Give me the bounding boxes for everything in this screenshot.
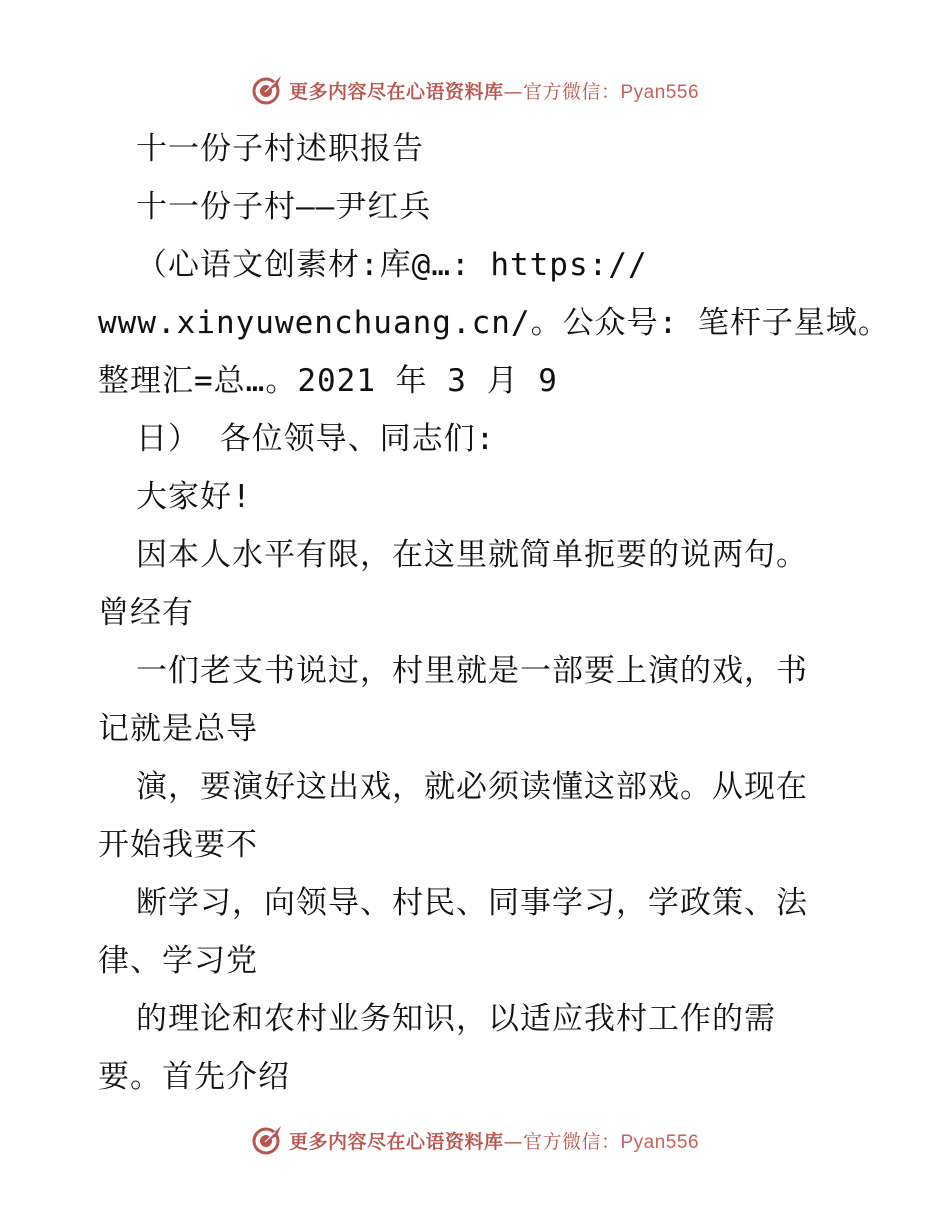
watermark-wechat-label: 官方微信： [522,80,621,103]
text-line: 记就是总导 [98,711,258,747]
text-line: 日） 各位领导、同志们: [136,421,496,457]
watermark-text [289,1127,699,1154]
quill-logo-icon [251,74,283,106]
watermark-dash: — [503,80,523,103]
text-line: 整理汇=总…。2021 年 3 月 9 [98,363,558,399]
text-line: 一们老支书说过，村里就是一部要上演的戏，书 [136,653,808,689]
watermark-wechat-label: 官方微信： [522,1130,621,1153]
text-line: 十一份子村述职报告 [136,131,424,167]
text-line: 因本人水平有限，在这里就简单扼要的说两句。 [136,537,808,573]
text-line: 演，要演好这出戏，就必须读懂这部戏。从现在 [136,769,808,805]
watermark-wechat-id: Pyan556 [620,81,700,103]
text-line: （心语文创素材:库@…: https:// [136,247,648,283]
text-line: www.xinyuwenchuang.cn/。公众号: 笔杆子星域。 [98,305,890,341]
footer-watermark-banner [0,1122,950,1158]
watermark-wechat-id: Pyan556 [620,1131,700,1153]
text-line: 律、学习党 [98,943,258,979]
text-line: 曾经有 [98,595,194,631]
text-line: 大家好! [136,479,252,515]
watermark-dash: — [503,1130,523,1153]
watermark-brand: 更多内容尽在心语资料库 [288,1130,504,1153]
header-watermark-banner [0,72,950,108]
document-body [98,120,890,1106]
quill-logo-icon [251,1124,283,1156]
watermark-brand: 更多内容尽在心语资料库 [288,80,504,103]
watermark-text [289,77,699,104]
text-line: 开始我要不 [98,827,258,863]
text-line: 断学习，向领导、村民、同事学习，学政策、法 [136,885,808,921]
text-line: 十一份子村——尹红兵 [136,189,432,225]
text-line: 的理论和农村业务知识，以适应我村工作的需 [136,1001,776,1037]
text-line: 要。首先介绍 [98,1059,290,1095]
